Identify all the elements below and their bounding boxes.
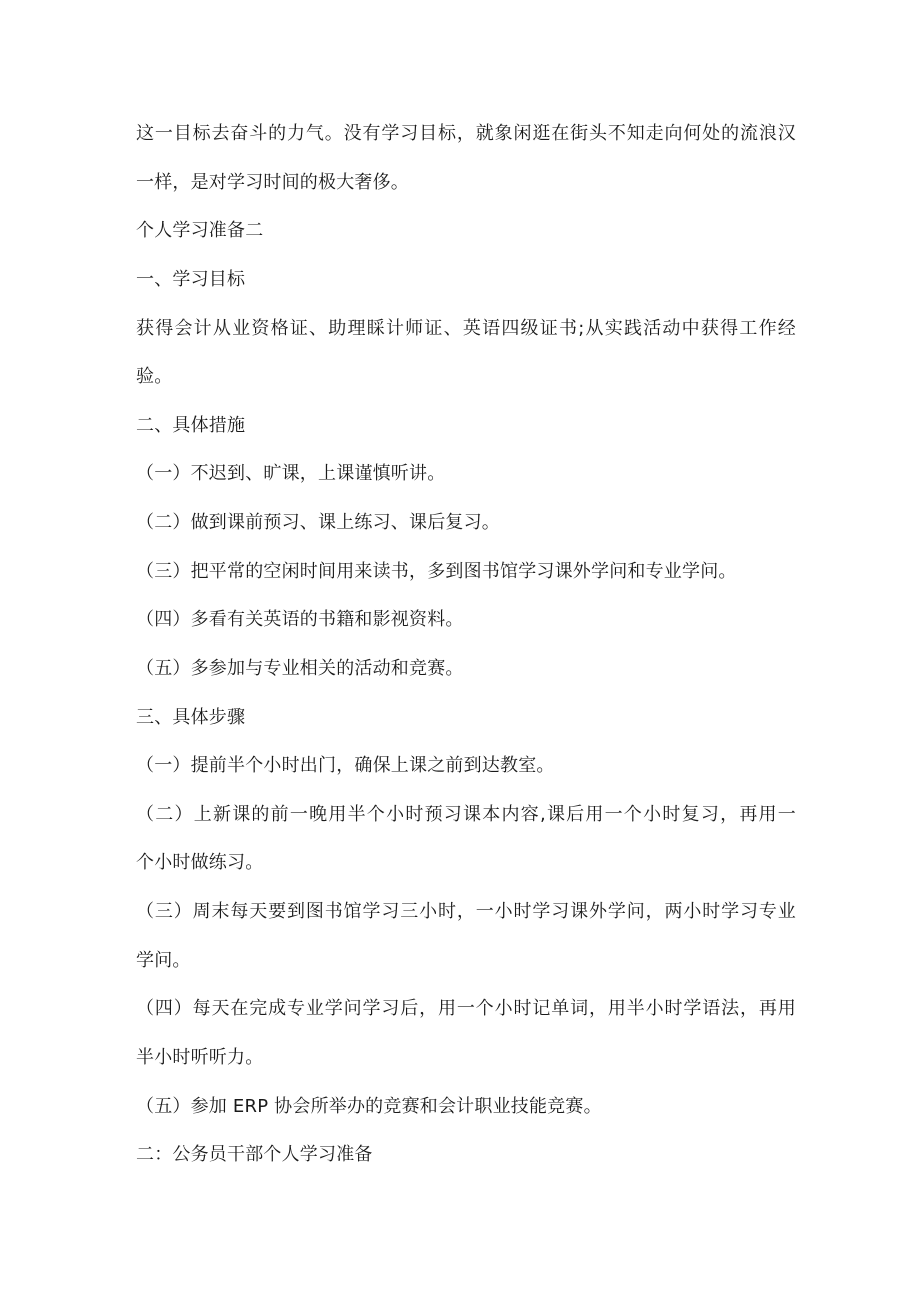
list-item: （三）周末每天要到图书馆学习三小时，一小时学习课外学问，两小时学习专业 (136, 901, 796, 922)
section-heading: 一、学习目标 (136, 269, 246, 290)
section-heading: 二、具体措施 (136, 415, 246, 436)
paragraph-line: 这一目标去奋斗的力气。没有学习目标，就象闲逛在街头不知走向何处的流浪汉 (136, 123, 796, 144)
paragraph-line: 半小时听听力。 (136, 1047, 264, 1068)
list-item: （四）多看有关英语的书籍和影视资料。 (136, 609, 464, 630)
paragraph-line: 个小时做练习。 (136, 852, 264, 873)
paragraph-line: 学问。 (136, 950, 191, 971)
list-item: （一）不迟到、旷课，上课谨慎听讲。 (136, 463, 446, 484)
list-item: （一）提前半个小时出门，确保上课之前到达教室。 (136, 755, 555, 776)
paragraph-line: 获得会计从业资格证、助理睬计师证、英语四级证书;从实践活动中获得工作经 (136, 318, 796, 339)
section-heading: 二：公务员干部个人学习准备 (136, 1144, 373, 1165)
paragraph-line: 验。 (136, 366, 173, 387)
section-heading: 三、具体步骤 (136, 707, 246, 728)
section-heading: 个人学习准备二 (136, 220, 264, 241)
paragraph-line: 一样，是对学习时间的极大奢侈。 (136, 172, 409, 193)
list-item: （五）参加 ERP 协会所举办的竞赛和会计职业技能竞赛。 (136, 1096, 602, 1117)
list-item: （五）多参加与专业相关的活动和竞赛。 (136, 658, 464, 679)
list-item: （二）上新课的前一晚用半个小时预习课本内容,课后用一个小时复习，再用一 (136, 804, 796, 825)
list-item: （四）每天在完成专业学问学习后，用一个小时记单词，用半小时学语法，再用 (136, 998, 796, 1019)
list-item: （三）把平常的空闲时间用来读书，多到图书馆学习课外学问和专业学问。 (136, 561, 737, 582)
list-item: （二）做到课前预习、课上练习、课后复习。 (136, 512, 500, 533)
